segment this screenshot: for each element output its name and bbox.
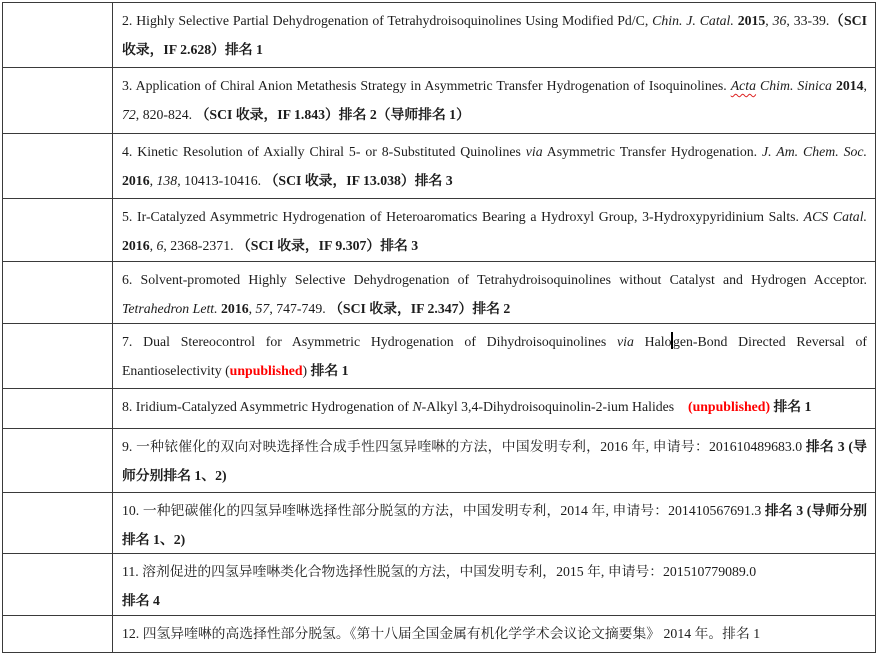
text-segment: 2. Highly Selective Partial Dehydrogenation of Tetrahydroisoquinolines Using Modified Pd/C, (122, 13, 653, 28)
text-segment: 排名 1 (310, 363, 349, 379)
row-left-cell (3, 493, 113, 553)
text-segment: , 2368-2371. (163, 238, 237, 254)
text-segment: Tetrahedron Lett. (122, 301, 222, 317)
text-segment: 2015 (737, 13, 766, 28)
table-row-9 (3, 429, 875, 493)
text-segment: unpublished (229, 363, 303, 379)
text-segment: （SCI 收录，IF 2.347）排名 2 (329, 301, 511, 317)
row-content-cell (113, 199, 875, 261)
text-segment: N (412, 399, 422, 414)
text-segment: Chim. Sinica (756, 78, 836, 93)
text-segment: 排名 1 (773, 399, 812, 414)
row-left-cell (3, 616, 113, 652)
text-segment: 8. Iridium-Catalyzed Asymmetric Hydrogenation of (122, 399, 413, 414)
table-row-5 (3, 199, 875, 262)
text-segment: , (765, 13, 773, 28)
text-segment: , (149, 173, 157, 189)
text-segment: ) (302, 363, 311, 379)
text-segment: 138 (156, 173, 178, 189)
row-left-cell (3, 134, 113, 198)
text-segment: , 10413-10416. (177, 173, 265, 189)
text-segment: 2014 (835, 78, 864, 93)
text-segment: 2016 (221, 301, 249, 317)
row-left-cell (3, 429, 113, 492)
text-segment: , 33-39. (786, 13, 830, 28)
row-content-cell (113, 616, 875, 652)
row-content-cell (113, 493, 875, 553)
text-segment: Asymmetric Transfer Hydrogenation. (542, 144, 763, 159)
publications-table (2, 2, 876, 653)
text-segment: 6. Solvent-promoted Highly Selective Dehydrogenation of Tetrahydroisoquinolines without Catalyst and Hydrogen Acceptor. (122, 272, 867, 287)
text-segment: (unpublished) (687, 399, 771, 414)
row-content-cell (113, 324, 875, 388)
text-segment: （SCI 收录，IF 2.628）排名 1 (122, 13, 867, 58)
row-content-cell (113, 134, 875, 198)
table-row-12 (3, 616, 875, 652)
text-segment: via (617, 334, 634, 349)
table-row-10 (3, 493, 875, 554)
table-row-4 (3, 134, 875, 199)
text-segment: 5. Ir-Catalyzed Asymmetric Hydrogenation of Heteroaromatics Bearing a Hydroxyl Group, 3-Hydroxypyridinium Salts. (122, 209, 804, 224)
row-left-cell (3, 3, 113, 67)
text-segment: 6 (156, 238, 164, 254)
text-segment: 72 (122, 107, 136, 123)
text-segment: , 747-749. (269, 301, 330, 317)
text-segment: 排名 3 (导师分别排名 1、2) (122, 503, 867, 548)
row-left-cell (3, 554, 113, 615)
text-segment: Chin. J. Catal. (652, 13, 738, 28)
text-segment: 排名 4 (122, 593, 160, 609)
text-segment: （SCI 收录，IF 1.843）排名 2（导师排名 1） (195, 107, 470, 123)
text-segment: 3. Application of Chiral Anion Metathesis Strategy in Asymmetric Transfer Hydrogenation of Isoquinolines. (122, 78, 731, 93)
text-segment: 36 (772, 13, 787, 28)
row-left-cell (3, 324, 113, 388)
text-segment: Halo (633, 334, 672, 349)
row-left-cell (3, 262, 113, 323)
table-row-11 (3, 554, 875, 616)
text-segment: 57 (255, 301, 270, 317)
row-content-cell (113, 68, 875, 133)
row-content-cell (113, 262, 875, 323)
text-segment: （SCI 收录，IF 13.038）排名 3 (264, 173, 453, 189)
row-content-cell (113, 389, 875, 428)
text-segment: 9. 一种铱催化的双向对映选择性合成手性四氢异喹啉的方法，中国发明专利，2016 年, 申请号：201610489683.0 (122, 439, 806, 454)
text-segment: J. Am. Chem. Soc. (762, 144, 867, 159)
table-row-6 (3, 262, 875, 324)
text-segment: 11. 溶剂促进的四氢异喹啉类化合物选择性脱氢的方法，中国发明专利，2015 年, 申请号：201510779089.0 (122, 564, 757, 579)
text-segment: gen-Bond Directed Reversal of Enantioselectivity ( (122, 334, 867, 379)
table-row-2 (3, 3, 875, 68)
row-left-cell (3, 199, 113, 261)
row-left-cell (3, 68, 113, 133)
table-row-3 (3, 68, 875, 134)
row-content-cell (113, 429, 875, 492)
text-segment: Acta (730, 78, 757, 93)
text-segment: 2016 (122, 173, 150, 189)
text-segment: ACS Catal. (803, 209, 867, 224)
table-row-8 (3, 389, 875, 429)
text-segment: 12. 四氢异喹啉的高选择性部分脱氢。《第十八届全国金属有机化学学术会议论文摘要集》 2014 年。排名 1 (122, 626, 761, 641)
text-segment: 2016 (122, 238, 150, 254)
row-content-cell (113, 3, 875, 67)
text-segment: via (525, 144, 543, 159)
text-segment: , (149, 238, 157, 254)
text-segment: -Alkyl 3,4-Dihydroisoquinolin-2-ium Halides (421, 399, 688, 414)
text-segment: 4. Kinetic Resolution of Axially Chiral 5- or 8-Substituted Quinolines (122, 144, 526, 159)
text-segment: , (248, 301, 256, 317)
row-content-cell (113, 554, 875, 615)
text-segment: 10. 一种钯碳催化的四氢异喹啉选择性部分脱氢的方法，中国发明专利，2014 年, 申请号：201410567691.3 (122, 503, 765, 518)
text-segment: , (863, 78, 867, 93)
text-segment: , 820-824. (135, 107, 196, 123)
text-segment: 7. Dual Stereocontrol for Asymmetric Hydrogenation of Dihydroisoquinolines (122, 334, 618, 349)
text-segment: （SCI 收录，IF 9.307）排名 3 (237, 238, 419, 254)
row-left-cell (3, 389, 113, 428)
text-segment: 排名 3 (导师分别排名 1、2) (122, 439, 867, 484)
table-row-7 (3, 324, 875, 389)
